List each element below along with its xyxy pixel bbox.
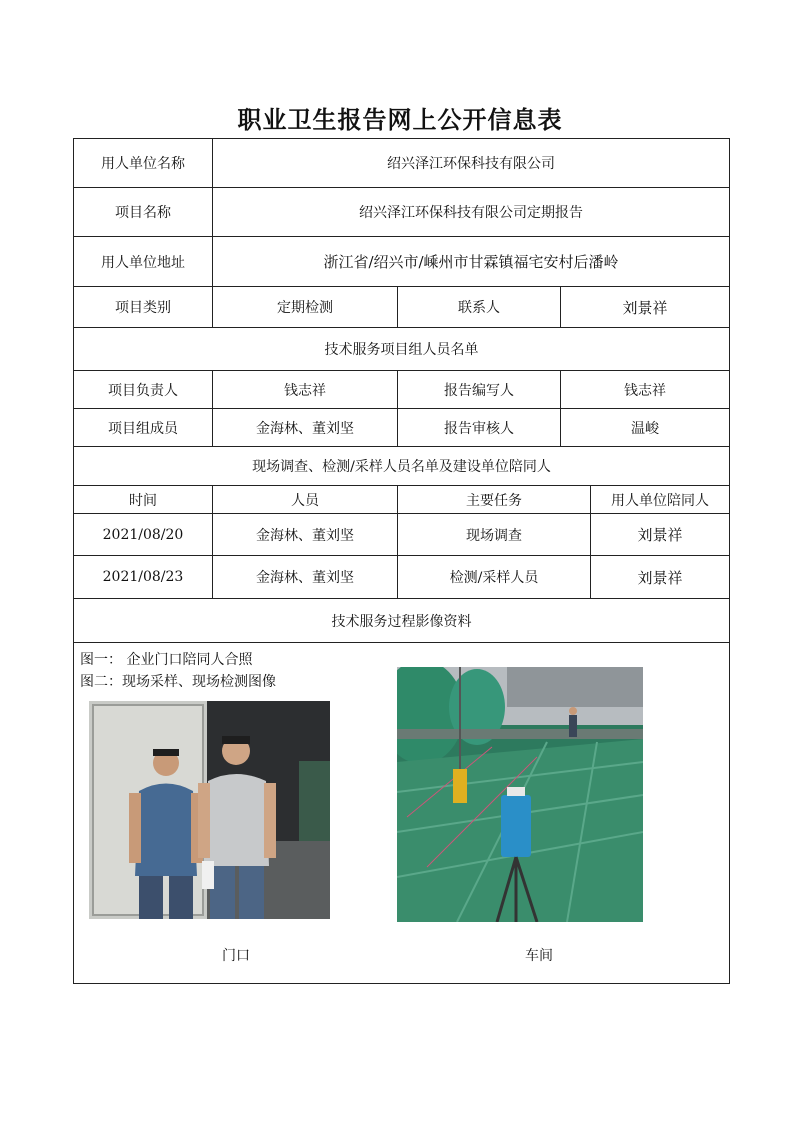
label-project-type: 项目类别: [74, 287, 213, 328]
address-text: 浙江省/绍兴市/嵊州市甘霖镇福宅安村后潘岭: [323, 253, 619, 271]
table-row: [74, 514, 730, 556]
page-title: 职业卫生报告网上公开信息表: [237, 105, 563, 134]
row-project-type: [74, 287, 730, 328]
value-team-members: 金海林、董刘坚: [213, 409, 398, 447]
label-report-reviewer: 报告审核人: [398, 409, 561, 447]
entrance-photo-image: [89, 701, 330, 919]
value-project-name: 绍兴泽江环保科技有限公司定期报告: [213, 188, 730, 237]
escort-text: 刘景祥: [637, 526, 683, 544]
label-report-writer: 报告编写人: [398, 371, 561, 409]
value-contact: [561, 287, 730, 328]
caption-figure-1: 图一： 企业门口陪同人合照: [80, 652, 253, 668]
value-employer-address: [213, 237, 730, 287]
value-project-type: 定期检测: [213, 287, 398, 328]
label-project-name: 项目名称: [74, 188, 213, 237]
survey-personnel: 金海林、董刘坚: [213, 514, 398, 556]
label-project-leader: 项目负责人: [74, 371, 213, 409]
row-project-name: [74, 188, 730, 237]
label-contact: 联系人: [398, 287, 561, 328]
value-project-leader: 钱志祥: [213, 371, 398, 409]
images-header: 技术服务过程影像资料: [74, 599, 730, 643]
survey-task: 检测/采样人员: [398, 556, 591, 599]
info-table: [73, 138, 730, 984]
survey-escort: [591, 556, 730, 599]
table-row: [74, 556, 730, 599]
col-header-escort: 用人单位陪同人: [591, 486, 730, 514]
row-team-members: [74, 409, 730, 447]
row-project-leader: [74, 371, 730, 409]
row-employer-address: [74, 237, 730, 287]
survey-header: 现场调查、检测/采样人员名单及建设单位陪同人: [74, 447, 730, 486]
caption-figure-2: 图二：现场采样、现场检测图像: [80, 674, 276, 690]
row-column-headers: [74, 486, 730, 514]
escort-text: 刘景祥: [637, 568, 683, 587]
survey-personnel: 金海林、董刘坚: [213, 556, 398, 599]
row-images-header: [74, 599, 730, 643]
col-header-task: 主要任务: [398, 486, 591, 514]
survey-escort: [591, 514, 730, 556]
contact-text: 刘景祥: [622, 298, 668, 317]
col-header-time: 时间: [74, 486, 213, 514]
workshop-label: 车间: [525, 948, 553, 964]
label-employer-name: 用人单位名称: [74, 139, 213, 188]
row-survey-header: [74, 447, 730, 486]
label-team-members: 项目组成员: [74, 409, 213, 447]
entrance-photo: [89, 701, 330, 919]
row-employer-name: [74, 139, 730, 188]
row-images: [74, 643, 730, 984]
workshop-photo-image: [397, 667, 643, 922]
value-employer-name: 绍兴泽江环保科技有限公司: [213, 139, 730, 188]
row-team-header: [74, 328, 730, 371]
value-report-reviewer: 温峻: [561, 409, 730, 447]
images-cell: [74, 643, 730, 984]
col-header-personnel: 人员: [213, 486, 398, 514]
workshop-photo: [397, 667, 643, 922]
survey-time: 2021/08/23: [74, 556, 213, 599]
survey-task: 现场调查: [398, 514, 591, 556]
value-report-writer: 钱志祥: [561, 371, 730, 409]
survey-time: 2021/08/20: [74, 514, 213, 556]
team-header: 技术服务项目组人员名单: [74, 328, 730, 371]
entrance-label: 门口: [222, 948, 250, 964]
label-employer-address: 用人单位地址: [74, 237, 213, 287]
